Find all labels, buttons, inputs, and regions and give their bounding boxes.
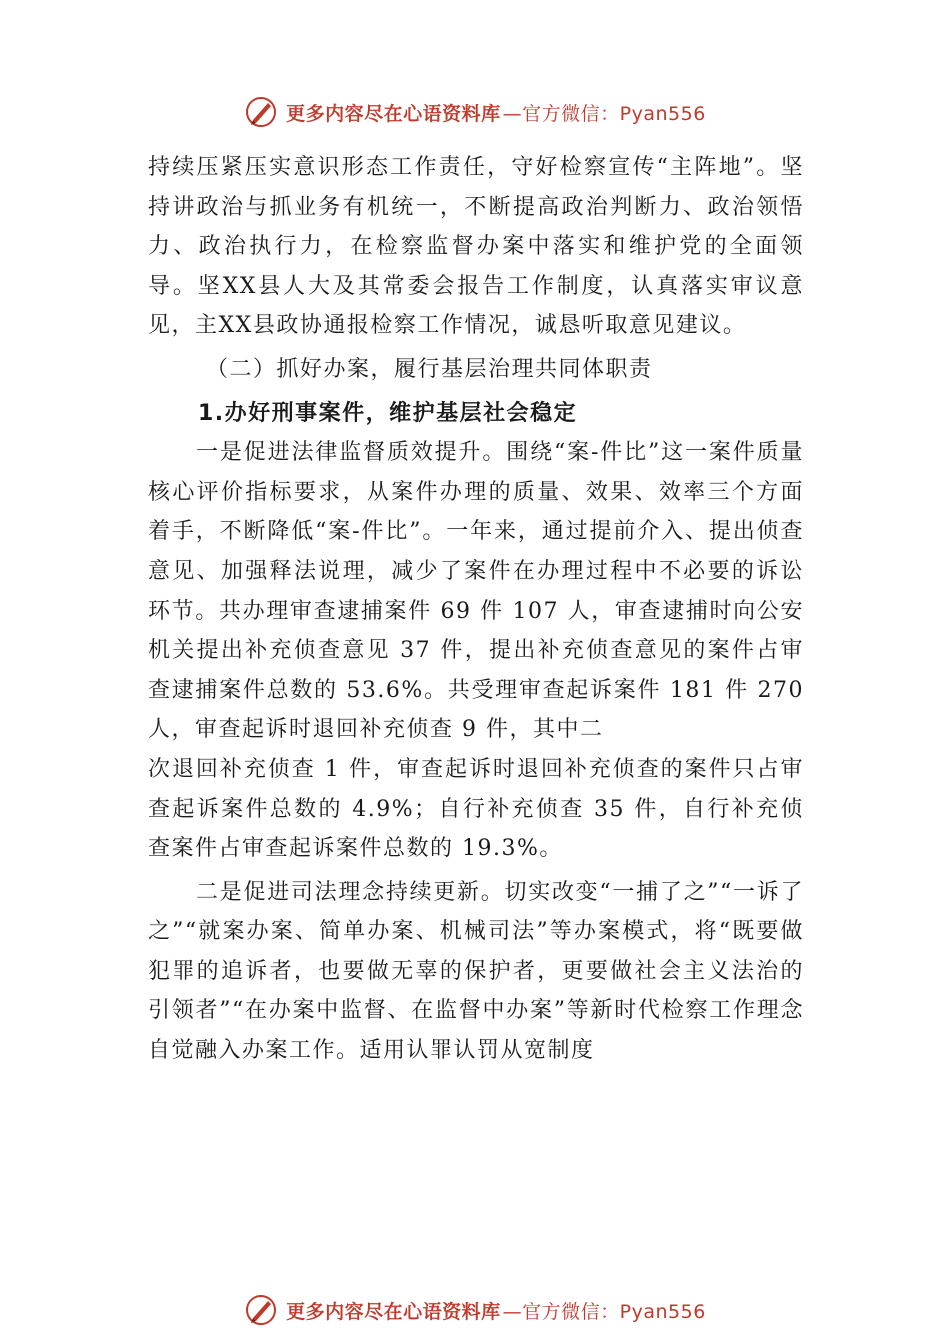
paragraph: 次退回补充侦查 1 件，审查起诉时退回补充侦查的案件只占审查起诉案件总数的 4.9%；自行补充侦查 35 件，自行补充侦查案件占审查起诉案件总数的 19.3%。 [148, 756, 804, 862]
paragraph: 二是促进司法理念持续更新。切实改变“一捕了之”“一诉了之”“就案办案、简单办案、机械司法”等办案模式，将“既要做犯罪的追诉者，也要做无辜的保护者，更要做社会主义法治的引领者”“在办案中监督、在监督中办案”等新时代检察工作理念自觉融入办案工作。适用认罪认罚从宽制度 [148, 879, 804, 1064]
pen-logo-icon [244, 1293, 278, 1327]
pen-logo-icon [244, 95, 278, 129]
header-watermark [0, 92, 950, 132]
paragraph: 持续压紧压实意识形态工作责任，守好检察宣传“主阵地”。坚持讲政治与抓业务有机统一，不断提高政治判断力、政治领悟力、政治执行力，在检察监督办案中落实和维护党的全面领导。坚XX县人大及其常委会报告工作制度，认真落实审议意见，主XX县政协通报检察工作情况，诚恳听取意见建议。 [148, 155, 804, 339]
section-heading: （二）抓好办案，履行基层治理共同体职责 [206, 356, 653, 382]
watermark-contact: —官方微信：Pyan556 [502, 1300, 706, 1323]
paragraph: 一是促进法律监督质效提升。围绕“案-件比”这一案件质量核心评价指标要求，从案件办理的质量、效果、效率三个方面着手，不断降低“案-件比”。一年来，通过提前介入、提出侦查意见、加强释法说理，减少了案件在办理过程中不必要的诉讼环节。共办理审查逮捕案件 69 件 107 人，审查逮捕时向公安机关提出补充侦查意见 37 件，提出补充侦查意见的案件占审查逮捕案件总数的 53.6%。共受理审查起诉案件 181 件 270 人，审查起诉时退回补充侦查 9 件，其中二 [148, 440, 804, 743]
watermark-contact: —官方微信：Pyan556 [502, 102, 706, 125]
watermark-brand: 更多内容尽在心语资料库 [286, 1300, 501, 1323]
footer-watermark [0, 1290, 950, 1330]
document-body [148, 148, 804, 1071]
subsection-heading: 1.办好刑事案件，维护基层社会稳定 [198, 400, 578, 426]
watermark-brand: 更多内容尽在心语资料库 [286, 102, 501, 125]
